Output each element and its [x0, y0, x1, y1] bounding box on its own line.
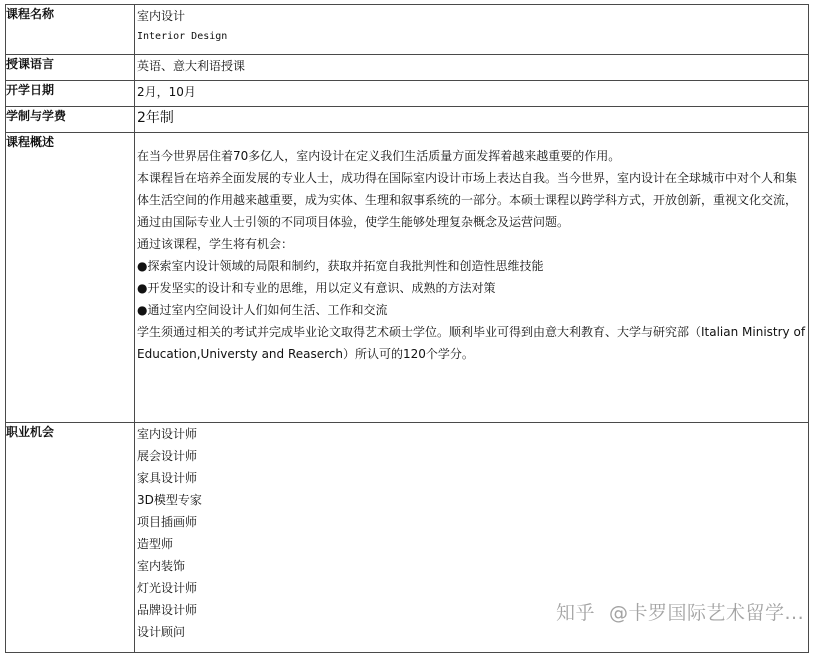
row-course-name — [6, 5, 809, 55]
label-duration: 学制与学费 — [6, 107, 135, 133]
row-duration — [6, 107, 809, 133]
course-info-table — [5, 4, 809, 653]
row-language — [6, 55, 809, 81]
label-course-name: 课程名称 — [6, 5, 135, 55]
career-item: 家具设计师 — [137, 471, 198, 485]
label-start-date: 开学日期 — [6, 81, 135, 107]
overview-text — [135, 133, 808, 389]
value-course-name — [135, 5, 809, 55]
overview-bullet: ●通过室内空间设计人们如何生活、工作和交流 — [137, 303, 388, 317]
career-item: 室内装饰 — [137, 559, 186, 573]
row-overview — [6, 133, 809, 423]
watermark-brand: 知乎 — [556, 602, 596, 624]
row-start-date — [6, 81, 809, 107]
career-item: 展会设计师 — [137, 449, 198, 463]
career-item: 品牌设计师 — [137, 603, 198, 617]
label-language: 授课语言 — [6, 55, 135, 81]
overview-bullet: ●开发坚实的设计和专业的思维，用以定义有意识、成熟的方法对策 — [137, 281, 496, 295]
career-item: 3D模型专家 — [137, 493, 202, 507]
career-item: 项目插画师 — [137, 515, 198, 529]
course-name-cn: 室内设计 — [137, 9, 186, 23]
value-duration: 2年制 — [137, 110, 174, 126]
watermark — [556, 598, 804, 625]
value-language: 英语、意大利语授课 — [137, 59, 246, 73]
career-item: 灯光设计师 — [137, 581, 198, 595]
label-careers: 职业机会 — [6, 423, 135, 653]
career-item: 室内设计师 — [137, 427, 198, 441]
overview-paragraph: 本课程旨在培养全面发展的专业人士，成功得在国际室内设计市场上表达自我。当今世界，室内设计在全球城市中对个人和集体生活空间的作用越来越重要，成为实体、生理和叙事系统的一部分。本硕士课程以跨学科方式，开放创新，重视文化交流，通过由国际专业人士引领的不同项目体验，使学生能够处理复杂概念及运营问题。 — [137, 171, 798, 229]
watermark-handle: @卡罗国际艺术留学... — [609, 602, 805, 624]
career-item: 造型师 — [137, 537, 174, 551]
course-name-en: Interior Design — [137, 31, 228, 42]
overview-paragraph: 在当今世界居住着70多亿人，室内设计在定义我们生活质量方面发挥着越来越重要的作用。 — [137, 149, 621, 163]
overview-paragraph: 通过该课程，学生将有机会： — [137, 237, 294, 251]
career-item: 设计顾问 — [137, 625, 186, 639]
value-start-date: 2月，10月 — [137, 85, 196, 99]
overview-bullet: ●探索室内设计领域的局限和制约，获取并拓宽自我批判性和创造性思维技能 — [137, 259, 544, 273]
label-overview: 课程概述 — [6, 133, 135, 423]
overview-paragraph: 学生须通过相关的考试并完成毕业论文取得艺术硕士学位。顺利毕业可得到由意大利教育、大学与研究部（Italian Ministry of Education,Universty and Reaserch）所认可的120个学分。 — [137, 325, 806, 361]
